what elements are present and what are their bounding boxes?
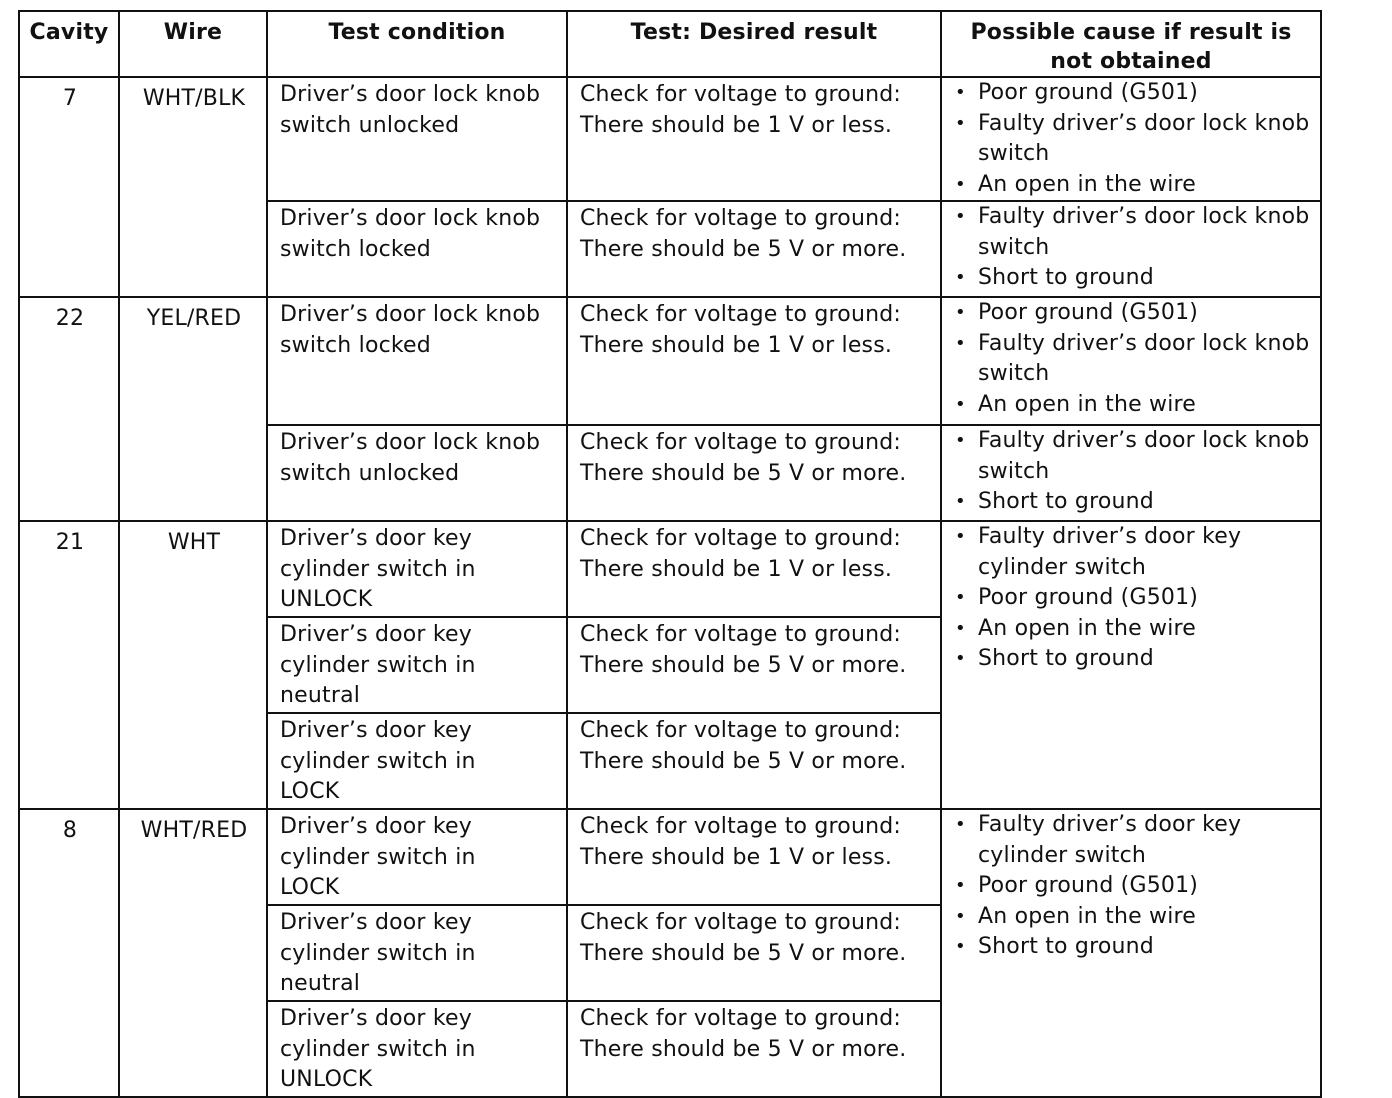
cause-item: • Short to ground xyxy=(952,487,1314,518)
condition-line: cylinder switch in xyxy=(280,940,476,966)
cause-item: • Short to ground xyxy=(952,932,1314,963)
condition-line: UNLOCK xyxy=(280,587,373,612)
result-line: There should be 5 V or more. xyxy=(580,236,907,262)
cause-list xyxy=(952,78,1314,200)
troubleshooting-table xyxy=(18,10,1322,1098)
result-line: Check for voltage to ground: xyxy=(580,82,902,107)
result-cell xyxy=(567,809,941,905)
condition-cell xyxy=(267,1001,567,1097)
condition-line: cylinder switch in xyxy=(280,748,476,774)
condition-line: LOCK xyxy=(280,875,340,900)
cause-list xyxy=(952,298,1314,420)
result-line: Check for voltage to ground: xyxy=(580,206,902,231)
result-line: There should be 5 V or more. xyxy=(580,1036,907,1062)
result-line: There should be 1 V or less. xyxy=(580,844,893,870)
wire-cell: YEL/RED xyxy=(119,297,267,521)
condition-cell xyxy=(267,905,567,1001)
result-line: Check for voltage to ground: xyxy=(580,622,902,647)
causes-cell xyxy=(941,201,1321,297)
result-cell xyxy=(567,905,941,1001)
result-line: Check for voltage to ground: xyxy=(580,302,902,327)
result-cell xyxy=(567,297,941,425)
cause-list xyxy=(952,522,1314,675)
condition-cell xyxy=(267,617,567,713)
cause-item: • Poor ground (G501) xyxy=(952,871,1314,902)
cause-item: • Poor ground (G501) xyxy=(952,298,1314,329)
result-cell xyxy=(567,425,941,521)
troubleshooting-table-container xyxy=(18,10,1320,1098)
condition-line: Driver’s door key xyxy=(280,622,472,647)
wire-cell: WHT/BLK xyxy=(119,77,267,297)
result-cell xyxy=(567,77,941,201)
condition-cell xyxy=(267,809,567,905)
result-cell xyxy=(567,1001,941,1097)
cause-item: • An open in the wire xyxy=(952,170,1314,201)
condition-line: neutral xyxy=(280,683,361,708)
result-line: There should be 1 V or less. xyxy=(580,332,893,358)
table-row xyxy=(19,77,1321,201)
result-line: There should be 1 V or less. xyxy=(580,556,893,582)
condition-line: cylinder switch in xyxy=(280,1036,476,1062)
condition-cell: Driver’s door lock knob switch locked xyxy=(267,297,567,425)
condition-line: LOCK xyxy=(280,779,340,804)
cavity-cell: 7 xyxy=(19,77,119,297)
cause-item: • Poor ground (G501) xyxy=(952,583,1314,614)
cavity-cell: 22 xyxy=(19,297,119,521)
wire-cell: WHT xyxy=(119,521,267,809)
cause-item: • An open in the wire xyxy=(952,390,1314,421)
result-line: Check for voltage to ground: xyxy=(580,910,902,935)
cause-item: • Short to ground xyxy=(952,263,1314,294)
cause-item: • An open in the wire xyxy=(952,614,1314,645)
wire-cell: WHT/RED xyxy=(119,809,267,1097)
condition-cell: Driver’s door lock knob switch unlocked xyxy=(267,77,567,201)
result-line: Check for voltage to ground: xyxy=(580,718,902,743)
causes-cell xyxy=(941,425,1321,521)
result-cell xyxy=(567,521,941,617)
result-line: Check for voltage to ground: xyxy=(580,1006,902,1031)
condition-cell xyxy=(267,713,567,809)
causes-cell xyxy=(941,809,1321,1097)
result-cell xyxy=(567,201,941,297)
condition-cell: Driver’s door lock knob switch unlocked xyxy=(267,425,567,521)
condition-line: neutral xyxy=(280,971,361,996)
cavity-cell: 8 xyxy=(19,809,119,1097)
cause-item: • Faulty driver’s door lock knob switch xyxy=(952,329,1314,390)
cause-item: • Poor ground (G501) xyxy=(952,78,1314,109)
result-line: There should be 1 V or less. xyxy=(580,112,893,138)
condition-line: Driver’s door key xyxy=(280,718,472,743)
causes-cell xyxy=(941,521,1321,809)
result-line: Check for voltage to ground: xyxy=(580,526,902,551)
cause-list xyxy=(952,202,1314,294)
result-cell xyxy=(567,617,941,713)
condition-line: cylinder switch in xyxy=(280,652,476,678)
result-line: There should be 5 V or more. xyxy=(580,652,907,678)
table-row xyxy=(19,809,1321,905)
condition-cell: Driver’s door lock knob switch locked xyxy=(267,201,567,297)
header-wire: Wire xyxy=(119,11,267,77)
condition-line: cylinder switch in xyxy=(280,844,476,870)
result-line: Check for voltage to ground: xyxy=(580,814,902,839)
header-cavity: Cavity xyxy=(19,11,119,77)
condition-line: Driver’s door key xyxy=(280,526,472,551)
table-row xyxy=(19,297,1321,425)
cavity-cell: 21 xyxy=(19,521,119,809)
result-line: There should be 5 V or more. xyxy=(580,748,907,774)
header-desired-result: Test: Desired result xyxy=(567,11,941,77)
cause-item: • Faulty driver’s door key cylinder switch xyxy=(952,522,1314,583)
header-row xyxy=(19,11,1321,77)
result-line: There should be 5 V or more. xyxy=(580,460,907,486)
result-line: Check for voltage to ground: xyxy=(580,430,902,455)
cause-list xyxy=(952,426,1314,518)
cause-item: • Faulty driver’s door lock knob switch xyxy=(952,426,1314,487)
condition-line: Driver’s door key xyxy=(280,910,472,935)
table-row xyxy=(19,521,1321,617)
cause-item: • Faulty driver’s door lock knob switch xyxy=(952,109,1314,170)
header-possible-cause: Possible cause if result is not obtained xyxy=(941,11,1321,77)
condition-line: cylinder switch in xyxy=(280,556,476,582)
cause-item: • Faulty driver’s door lock knob switch xyxy=(952,202,1314,263)
header-test-condition: Test condition xyxy=(267,11,567,77)
cause-item: • Faulty driver’s door key cylinder switch xyxy=(952,810,1314,871)
condition-line: Driver’s door key xyxy=(280,1006,472,1031)
cause-item: • Short to ground xyxy=(952,644,1314,675)
cause-list xyxy=(952,810,1314,963)
causes-cell xyxy=(941,77,1321,201)
result-line: There should be 5 V or more. xyxy=(580,940,907,966)
causes-cell xyxy=(941,297,1321,425)
condition-cell xyxy=(267,521,567,617)
condition-line: UNLOCK xyxy=(280,1067,373,1092)
result-cell xyxy=(567,713,941,809)
cause-item: • An open in the wire xyxy=(952,902,1314,933)
condition-line: Driver’s door key xyxy=(280,814,472,839)
